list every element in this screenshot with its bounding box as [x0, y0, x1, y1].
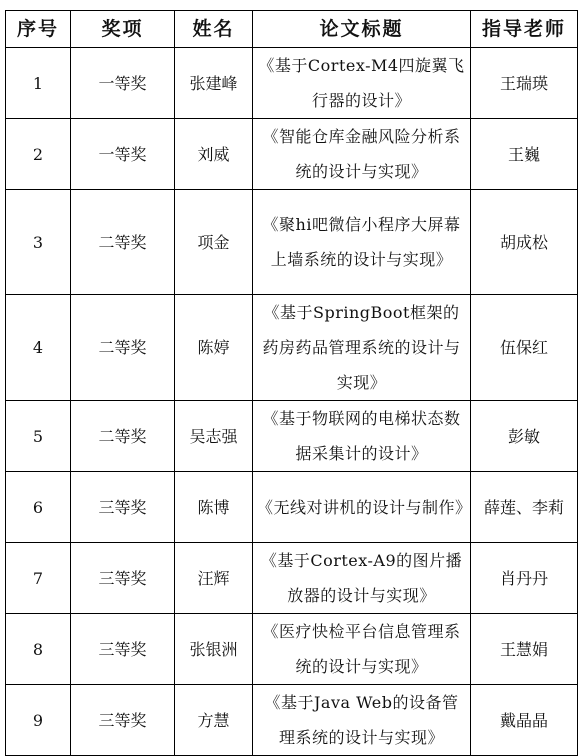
row-name: 汪辉 — [175, 543, 253, 614]
row-no: 9 — [6, 685, 71, 756]
row-title: 《基于Java Web的设备管理系统的设计与实现》 — [253, 685, 471, 756]
row-advisor: 戴晶晶 — [471, 685, 578, 756]
row-advisor: 王瑞瑛 — [471, 48, 578, 119]
header-title: 论文标题 — [253, 11, 471, 48]
row-no: 4 — [6, 295, 71, 401]
header-name: 姓名 — [175, 11, 253, 48]
row-award: 二等奖 — [71, 190, 175, 295]
row-name: 张银洲 — [175, 614, 253, 685]
row-award: 一等奖 — [71, 48, 175, 119]
row-name: 项金 — [175, 190, 253, 295]
row-no: 2 — [6, 119, 71, 190]
row-name: 刘威 — [175, 119, 253, 190]
row-award: 二等奖 — [71, 295, 175, 401]
row-advisor: 王巍 — [471, 119, 578, 190]
row-award: 三等奖 — [71, 614, 175, 685]
table-row — [6, 685, 578, 756]
awards-table — [5, 10, 578, 756]
table-row — [6, 48, 578, 119]
row-title: 《基于Cortex-A9的图片播放器的设计与实现》 — [253, 543, 471, 614]
row-advisor: 薛莲、李莉 — [471, 472, 578, 543]
row-no: 1 — [6, 48, 71, 119]
row-award: 一等奖 — [71, 119, 175, 190]
header-advisor: 指导老师 — [471, 11, 578, 48]
table-row — [6, 190, 578, 295]
row-title: 《基于Cortex-M4四旋翼飞行器的设计》 — [253, 48, 471, 119]
row-award: 三等奖 — [71, 472, 175, 543]
header-row — [6, 11, 578, 48]
row-no: 8 — [6, 614, 71, 685]
header-award: 奖项 — [71, 11, 175, 48]
row-no: 6 — [6, 472, 71, 543]
row-no: 3 — [6, 190, 71, 295]
row-name: 方慧 — [175, 685, 253, 756]
table-row — [6, 401, 578, 472]
row-award: 三等奖 — [71, 685, 175, 756]
row-name: 陈博 — [175, 472, 253, 543]
table-row — [6, 119, 578, 190]
row-advisor: 伍保红 — [471, 295, 578, 401]
row-name: 陈婷 — [175, 295, 253, 401]
row-name: 张建峰 — [175, 48, 253, 119]
row-no: 7 — [6, 543, 71, 614]
row-advisor: 王慧娟 — [471, 614, 578, 685]
row-award: 三等奖 — [71, 543, 175, 614]
table-row — [6, 472, 578, 543]
row-name: 吴志强 — [175, 401, 253, 472]
header-no: 序号 — [6, 11, 71, 48]
row-title: 《医疗快检平台信息管理系统的设计与实现》 — [253, 614, 471, 685]
row-title: 《基于物联网的电梯状态数据采集计的设计》 — [253, 401, 471, 472]
table-row — [6, 614, 578, 685]
row-title: 《无线对讲机的设计与制作》 — [253, 472, 471, 543]
table-row — [6, 543, 578, 614]
row-title: 《智能仓库金融风险分析系统的设计与实现》 — [253, 119, 471, 190]
row-no: 5 — [6, 401, 71, 472]
row-advisor: 胡成松 — [471, 190, 578, 295]
table-row — [6, 295, 578, 401]
row-title: 《聚hi吧微信小程序大屏幕上墙系统的设计与实现》 — [253, 190, 471, 295]
row-advisor: 肖丹丹 — [471, 543, 578, 614]
row-advisor: 彭敏 — [471, 401, 578, 472]
row-award: 二等奖 — [71, 401, 175, 472]
row-title: 《基于SpringBoot框架的药房药品管理系统的设计与实现》 — [253, 295, 471, 401]
